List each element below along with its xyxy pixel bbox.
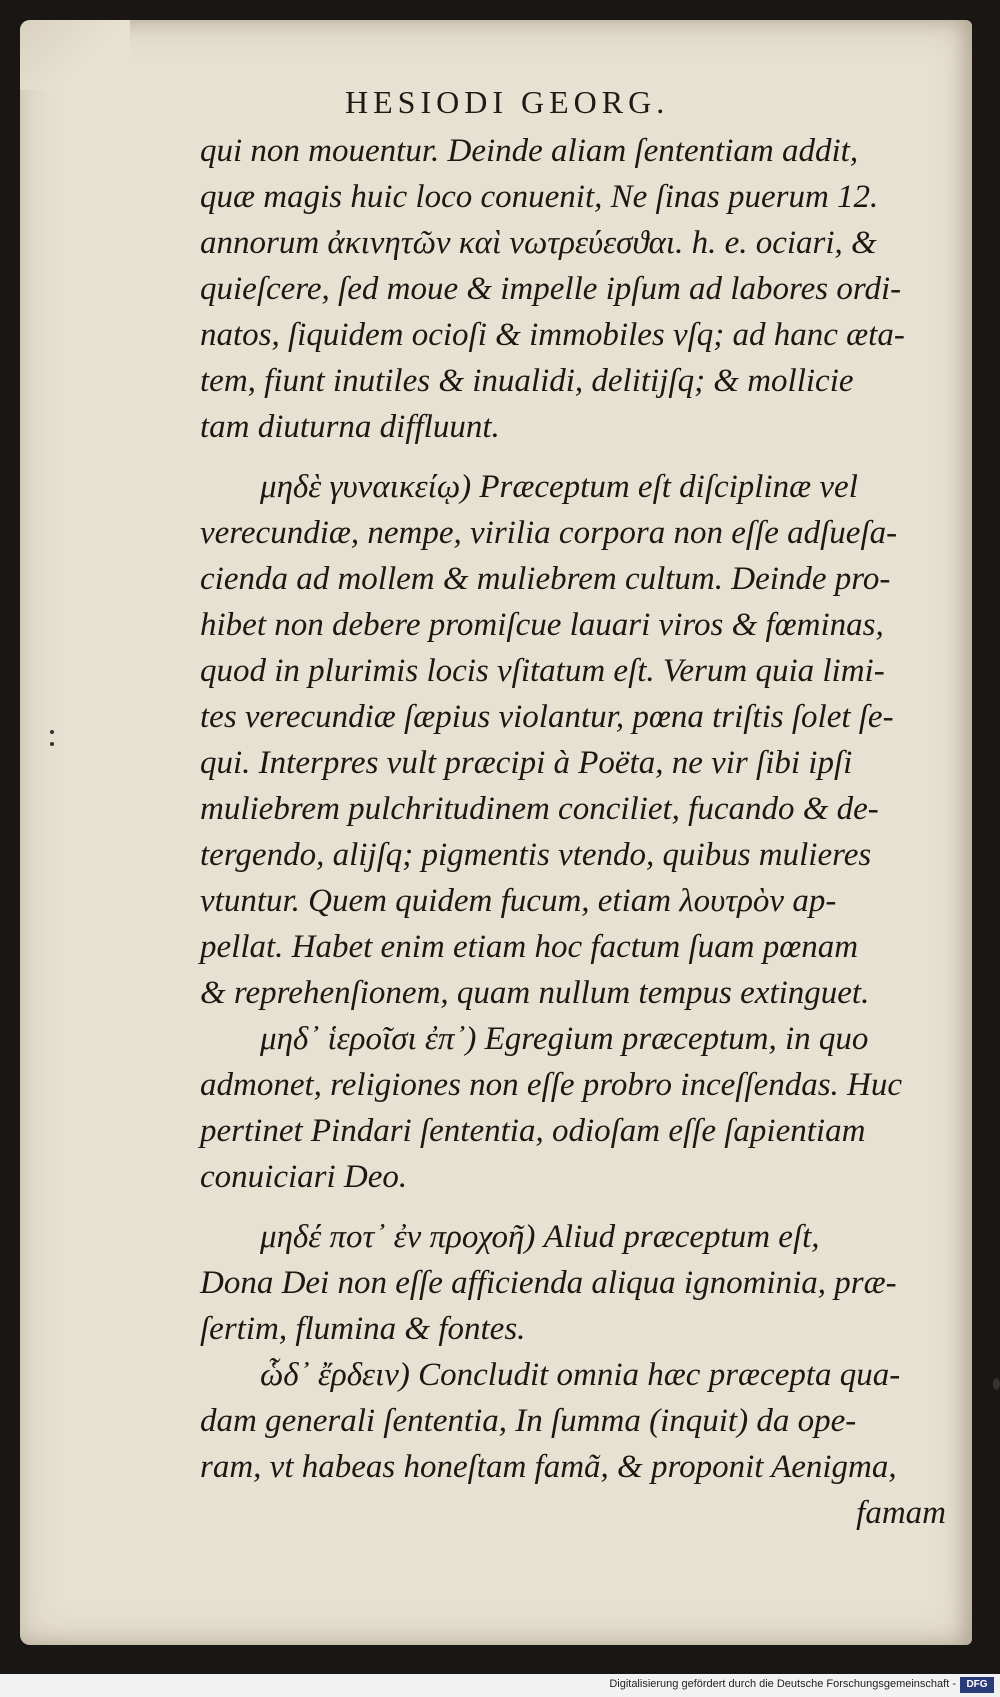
margin-mark [50, 730, 54, 734]
catchword: famam [856, 1495, 946, 1531]
text-line: dam generali ſententia, In ſumma (inquit) da ope- [200, 1403, 857, 1439]
text-line: pellat. Habet enim etiam hoc factum ſuam pœnam [200, 929, 859, 965]
text-line: natos, ſiquidem ocioſi & immobiles vſq; ad hanc æta- [200, 317, 905, 353]
text-line: μηδ᾽ ἱεροῖσι ἐπ᾽) Egregium præceptum, in quo [260, 1021, 869, 1057]
paragraph-1 [200, 128, 950, 450]
margin-mark [993, 1378, 1000, 1390]
paragraph-3 [200, 1016, 950, 1200]
text-line: conuiciari Deo. [200, 1159, 408, 1195]
text-line: quæ magis huic loco conuenit, Ne ſinas puerum 12. [200, 179, 879, 215]
text-line: hibet non debere promiſcue lauari viros & fœminas, [200, 607, 884, 643]
text-line: qui. Interpres vult præcipi à Poëta, ne vir ſibi ipſi [200, 745, 853, 781]
text-line: annorum ἀκινητῶν καὶ νωτρεύεσϑαι. h. e. ociari, & [200, 225, 877, 261]
running-header: HESIODI GEORG. [345, 84, 670, 120]
text-line: verecundiæ, nempe, virilia corpora non eſſe adſueſa- [200, 515, 898, 551]
text-line: ram, vt habeas honeſtam famã, & proponit Aenigma, [200, 1449, 897, 1485]
text-line: μηδέ ποτ᾽ ἐν προχοῆ) Aliud præceptum eſt, [260, 1219, 820, 1255]
dfg-logo: DFG [960, 1677, 994, 1693]
footer-bar [0, 1674, 1000, 1697]
page-corner-fold [20, 20, 130, 90]
paragraph-5 [200, 1352, 950, 1536]
text-line: quieſcere, ſed moue & impelle ipſum ad labores ordi- [200, 271, 902, 307]
text-line: ſertim, flumina & fontes. [200, 1311, 526, 1347]
text-line: qui non mouentur. Deinde aliam ſententiam addit, [200, 133, 859, 169]
funding-credit: Digitalisierung gefördert durch die Deutsche Forschungsgemeinschaft - [609, 1678, 956, 1690]
margin-mark [50, 742, 54, 746]
text-line: admonet, religiones non eſſe probro inceſſendas. Huc [200, 1067, 903, 1103]
text-line: muliebrem pulchritudinem conciliet, fucando & de- [200, 791, 879, 827]
body-text [200, 128, 950, 1536]
text-line: ὧδ᾽ ἔρδειν) Concludit omnia hæc præcepta qua- [260, 1357, 901, 1393]
text-line: μηδὲ γυναικείῳ) Præceptum eſt diſciplinæ vel [260, 469, 858, 505]
text-line: Dona Dei non eſſe afficienda aliqua ignominia, præ- [200, 1265, 897, 1301]
text-line: tam diuturna diffluunt. [200, 409, 500, 445]
text-line: cienda ad mollem & muliebrem cultum. Deinde pro- [200, 561, 891, 597]
text-line: tem, fiunt inutiles & inualidi, delitijſq; & mollicie [200, 363, 854, 399]
text-line: pertinet Pindari ſententia, odioſam eſſe ſapientiam [200, 1113, 866, 1149]
text-line: vtuntur. Quem quidem fucum, etiam λουτρὸν ap- [200, 883, 837, 919]
text-line: quod in plurimis locis vſitatum eſt. Verum quia limi- [200, 653, 885, 689]
paragraph-2 [200, 464, 950, 1016]
paragraph-4 [200, 1214, 950, 1352]
text-line: tergendo, alijſq; pigmentis vtendo, quibus mulieres [200, 837, 872, 873]
text-line: tes verecundiæ ſæpius violantur, pœna triſtis ſolet ſe- [200, 699, 894, 735]
text-line: & reprehenſionem, quam nullum tempus extinguet. [200, 975, 870, 1011]
